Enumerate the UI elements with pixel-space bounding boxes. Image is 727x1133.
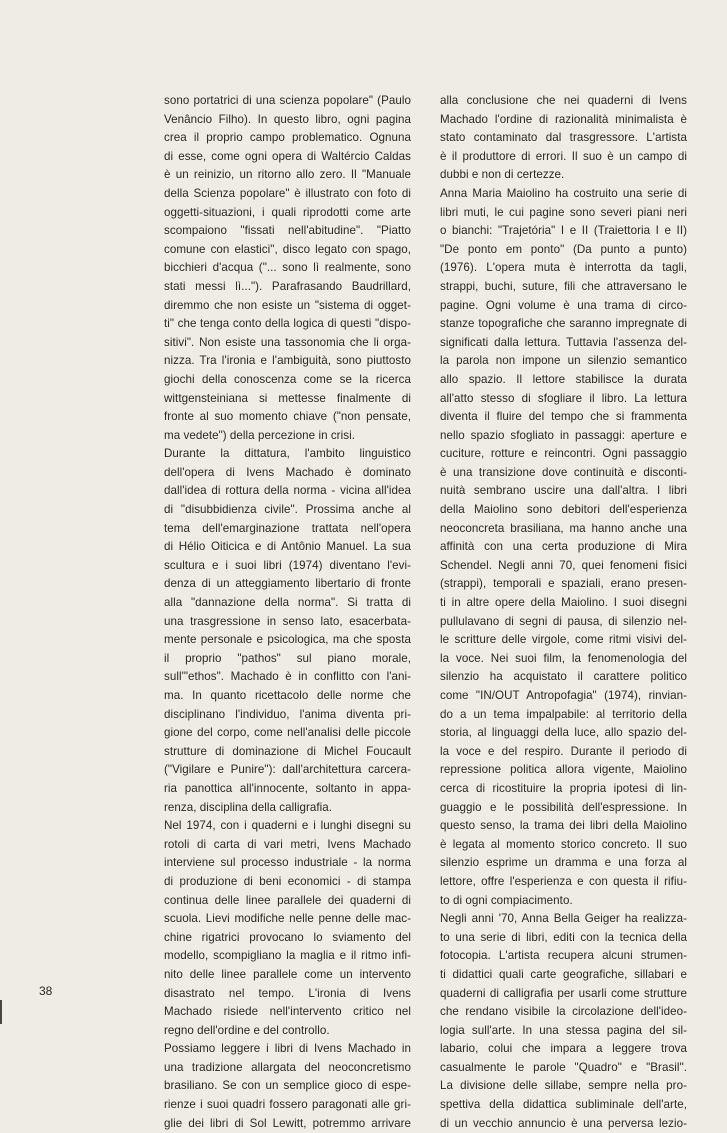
text-line: silenzio esprime un dramma e una forza al bbox=[440, 856, 687, 870]
text-line: all'atto stesso di sfogliare il libro. La lettura bbox=[440, 391, 687, 405]
text-line: La divisione delle sillabe, sempre nella pro- bbox=[440, 1079, 687, 1093]
text-line: oggetti-situazioni, i quali riprodotti come arte bbox=[164, 205, 411, 219]
text-line: repressione politica allora vigente, Maiolino bbox=[440, 763, 687, 777]
text-line: mente personale e psicologica, ma che sposta bbox=[164, 633, 411, 647]
text-line: renza, disciplina della calligrafia. bbox=[164, 800, 333, 814]
text-line: Anna Maria Maiolino ha costruito una serie di bbox=[440, 186, 687, 200]
text-line: to una serie di libri, editi con la tecnica della bbox=[440, 930, 687, 944]
text-line: cuciture, rotture e reincontri. Ogni passaggio bbox=[440, 447, 687, 461]
text-line: continua delle linee parallele dei quaderni di bbox=[164, 893, 411, 907]
text-line: di un vecchio annuncio è una perversa lezio- bbox=[440, 1116, 687, 1130]
text-line: interviene sul processo industriale - la norma bbox=[164, 856, 411, 870]
text-line: cerca di ricostituire la propria ipotesi di lin- bbox=[440, 781, 687, 795]
right-text-column bbox=[440, 92, 687, 1133]
text-line: brasiliano. Se con un semplice gioco di espe- bbox=[164, 1079, 411, 1093]
text-line: o bianchi: "Trajetória" I e II (Traiettoria I e II) bbox=[440, 224, 687, 238]
text-line: spettiva della didattica subliminale dell'arte, bbox=[440, 1098, 687, 1112]
text-line: è un reinizio, un ritorno allo zero. Il "Manuale bbox=[164, 168, 411, 182]
text-line: ti in altre opere della Maiolino. I suoi disegni bbox=[440, 596, 687, 610]
text-line: di produzione di beni economici - di stampa bbox=[164, 874, 411, 888]
page-edge-mark bbox=[0, 1000, 2, 1024]
text-line: glie dei libri di Sol Lewitt, potremmo arrivare bbox=[164, 1116, 411, 1130]
text-line: nuità sembrano uscire una dall'altra. I libri bbox=[440, 484, 687, 498]
text-line: bicchieri d'acqua ("... sono lì realmente, sono bbox=[164, 261, 411, 275]
text-line: disciplinano l'individuo, l'anima diventa pri- bbox=[164, 707, 411, 721]
text-line: sono portatrici di una scienza popolare" (Paulo bbox=[164, 94, 411, 107]
text-line: rotoli di carta di vari metri, Ivens Machado bbox=[164, 837, 411, 851]
text-line: gione del corpo, come nell'analisi delle piccole bbox=[164, 726, 411, 740]
text-line: (1976). L'opera muta è interrotta da tagli, bbox=[440, 261, 687, 275]
text-line: fronte al suo momento chiave ("non pensate, bbox=[164, 410, 411, 424]
text-line: scuola. Lievi modifiche nelle penne delle mac- bbox=[164, 912, 411, 926]
text-line: chine rigatrici provocano lo sviamento del bbox=[164, 930, 411, 944]
text-line: Possiamo leggere i libri di Ivens Machado in bbox=[164, 1042, 411, 1056]
text-line: labario, colui che impara a leggere trova bbox=[440, 1042, 687, 1056]
left-text-column bbox=[164, 92, 411, 1133]
text-line: alla conclusione che nei quaderni di Ivens bbox=[440, 94, 687, 107]
text-line: scompaiono "fissati nell'abitudine". "Piatto bbox=[164, 224, 411, 238]
text-line: scultura e i suoi libri (1974) diventano l'evi- bbox=[164, 558, 411, 572]
text-line: di Hélio Oiticica e di Antônio Manuel. La sua bbox=[164, 540, 411, 554]
text-line: di "disubbidienza civile". Prossima anche al bbox=[164, 503, 411, 517]
text-line: logia sull'arte. In una stessa pagina del sil- bbox=[440, 1023, 687, 1037]
text-line: è una transizione dove continuità e disconti- bbox=[440, 465, 687, 479]
text-line: wittgensteiniana si mettesse finalmente di bbox=[164, 391, 411, 405]
text-line: Machado l'ordine di razionalità minimalista è bbox=[440, 112, 687, 126]
text-line: è legata al momento storico concreto. Il suo bbox=[440, 837, 687, 851]
text-line: lettore, offre l'esperienza e con questa il rifiu- bbox=[440, 874, 687, 888]
text-line: della Scienza popolare" è illustrato con foto di bbox=[164, 186, 411, 200]
text-line: comune con elastici", disco legato con spago, bbox=[164, 242, 411, 256]
text-line: modello, scompigliano la maglia e il ritmo infi- bbox=[164, 949, 411, 963]
text-line: affinità con una certa produzione di Mira bbox=[440, 540, 687, 554]
text-line: una trasgressione in senso lato, esacerbata- bbox=[164, 614, 411, 628]
text-line: dall'idea di rottura della norma - vicina all'idea bbox=[164, 484, 411, 498]
text-line: significati dalla lettura. Tuttavia l'assenza del- bbox=[440, 335, 687, 349]
text-line: stato contaminato dal trasgressore. L'artista bbox=[440, 131, 687, 145]
text-line: allo spazio. Il lettore stabilisce la durata bbox=[440, 372, 687, 386]
text-line: come "IN/OUT Antropofagia" (1974), rinvian- bbox=[440, 689, 687, 702]
text-line: Machado risiede nell'intervento critico nel bbox=[164, 1005, 411, 1019]
text-line: do a un tema impalpabile: al territorio della bbox=[440, 707, 687, 721]
text-line: nizza. Tra l'ironia e l'ambiguità, sono piuttosto bbox=[164, 354, 411, 368]
text-line: (strappi), temporali e spaziali, erano presen- bbox=[440, 577, 687, 591]
text-line: "De ponto em ponto" (Da punto a punto) bbox=[440, 242, 687, 256]
text-line: è il produttore di errori. Il suo è un campo di bbox=[440, 149, 687, 163]
text-line: ria panottica all'innocente, soltanto in appa- bbox=[164, 781, 411, 795]
text-line: strutture di dominazione di Michel Foucault bbox=[164, 744, 411, 758]
page-number: 38 bbox=[39, 984, 53, 998]
text-line: pullulavano di segni di pausa, di silenzio nel- bbox=[440, 614, 687, 628]
text-line: casualmente le parole "Quadro" e "Brasil". bbox=[440, 1060, 687, 1074]
text-line: ma. In quanto ricettacolo delle norme che bbox=[164, 689, 411, 702]
text-line: regno dell'ordine e del controllo. bbox=[164, 1023, 330, 1037]
text-line: disastrato nel tempo. L'ironia di Ivens bbox=[164, 986, 411, 1000]
text-line: di esse, come ogni opera di Waltércio Caldas bbox=[164, 149, 411, 163]
text-line: il proprio "pathos" sul piano morale, bbox=[164, 651, 411, 665]
text-line: ("Vigilare e Punire"): dall'architettura carcera- bbox=[164, 763, 411, 777]
text-line: to di ogni compiacimento. bbox=[440, 893, 573, 907]
text-line: la voce. Nei suoi film, la fenomenologia del bbox=[440, 651, 687, 665]
text-line: dubbi e non di certezze. bbox=[440, 168, 565, 182]
text-line: denza di un atteggiamento libertario di fronte bbox=[164, 577, 411, 591]
text-line: Nel 1974, con i quaderni e i lunghi disegni su bbox=[164, 819, 411, 833]
text-line: questo senso, la trama dei libri della Maiolino bbox=[440, 819, 687, 833]
text-line: silenzio ha acquistato il carattere politico bbox=[440, 670, 687, 684]
text-line: crea il proprio campo problematico. Ognuna bbox=[164, 131, 411, 145]
text-line: storia, al linguaggi della luce, allo spazio del- bbox=[440, 726, 687, 740]
text-line: ti" che tenga conto della logica di questi "dispo- bbox=[164, 317, 411, 331]
text-line: stanze topografiche che saranno impregnate di bbox=[440, 317, 687, 331]
text-line: stati messi lì..."). Parafrasando Baudrillard, bbox=[164, 279, 411, 293]
text-line: guaggio e le possibilità dell'espressione. In bbox=[440, 800, 687, 814]
text-line: libri muti, le cui pagine sono severi piani neri bbox=[440, 205, 687, 219]
text-line: dell'opera di Ivens Machado è dominato bbox=[164, 465, 411, 479]
text-line: ma vedete") della percezione in crisi. bbox=[164, 428, 355, 442]
text-line: la parola non impone un silenzio semantico bbox=[440, 354, 687, 368]
text-line: neoconcreta brasiliana, ma hanno anche una bbox=[440, 521, 687, 535]
text-line: tema dell'emarginazione trattata nell'opera bbox=[164, 521, 411, 535]
text-line: Durante la dittatura, l'ambito linguistico bbox=[164, 447, 411, 461]
text-line: quaderni di calligrafia per usarli come strutture bbox=[440, 986, 687, 1000]
text-line: diventa il fluire del tempo che si frammenta bbox=[440, 410, 687, 424]
text-line: ti didattici quali carte geografiche, sillabari e bbox=[440, 967, 687, 981]
text-line: le scritture delle virgole, come ritmi visivi del- bbox=[440, 633, 687, 647]
text-line: Negli anni '70, Anna Bella Geiger ha realizza- bbox=[440, 912, 687, 926]
text-line: diremmo che non esiste un "sistema di ogget- bbox=[164, 298, 411, 312]
text-line: alla "dannazione della norma". Si tratta di bbox=[164, 596, 411, 610]
text-line: che rendano visibile la circolazione dell'ideo- bbox=[440, 1005, 687, 1019]
text-line: una tradizione allargata del neoconcretismo bbox=[164, 1060, 411, 1074]
text-line: strappi, buchi, suture, fili che attraversano le bbox=[440, 279, 687, 293]
text-line: pagine. Ogni volume è una trama di circo- bbox=[440, 298, 687, 312]
text-line: Schendel. Negli anni 70, quei fenomeni fisici bbox=[440, 558, 687, 572]
text-line: della Maiolino sono debitori dell'esperienza bbox=[440, 503, 687, 517]
text-line: sull'"ethos". Machado è in conflitto con l'ani- bbox=[164, 670, 411, 684]
text-line: nito delle linee parallele come un intervento bbox=[164, 967, 411, 981]
text-line: fotocopia. L'artista recupera alcuni strumen- bbox=[440, 949, 687, 963]
text-line: rienze i suoi quadri fossero paragonati alle gri- bbox=[164, 1098, 411, 1112]
text-line: sitivi". Non esiste una tassonomia che li orga- bbox=[164, 335, 411, 349]
text-line: giochi della conoscenza come se la ricerca bbox=[164, 372, 411, 386]
text-line: la voce e del respiro. Durante il periodo di bbox=[440, 744, 687, 758]
text-line: nello spazio sfogliato in passaggi: aperture e bbox=[440, 428, 687, 442]
text-line: Venâncio Filho). In questo libro, ogni pagina bbox=[164, 112, 411, 126]
